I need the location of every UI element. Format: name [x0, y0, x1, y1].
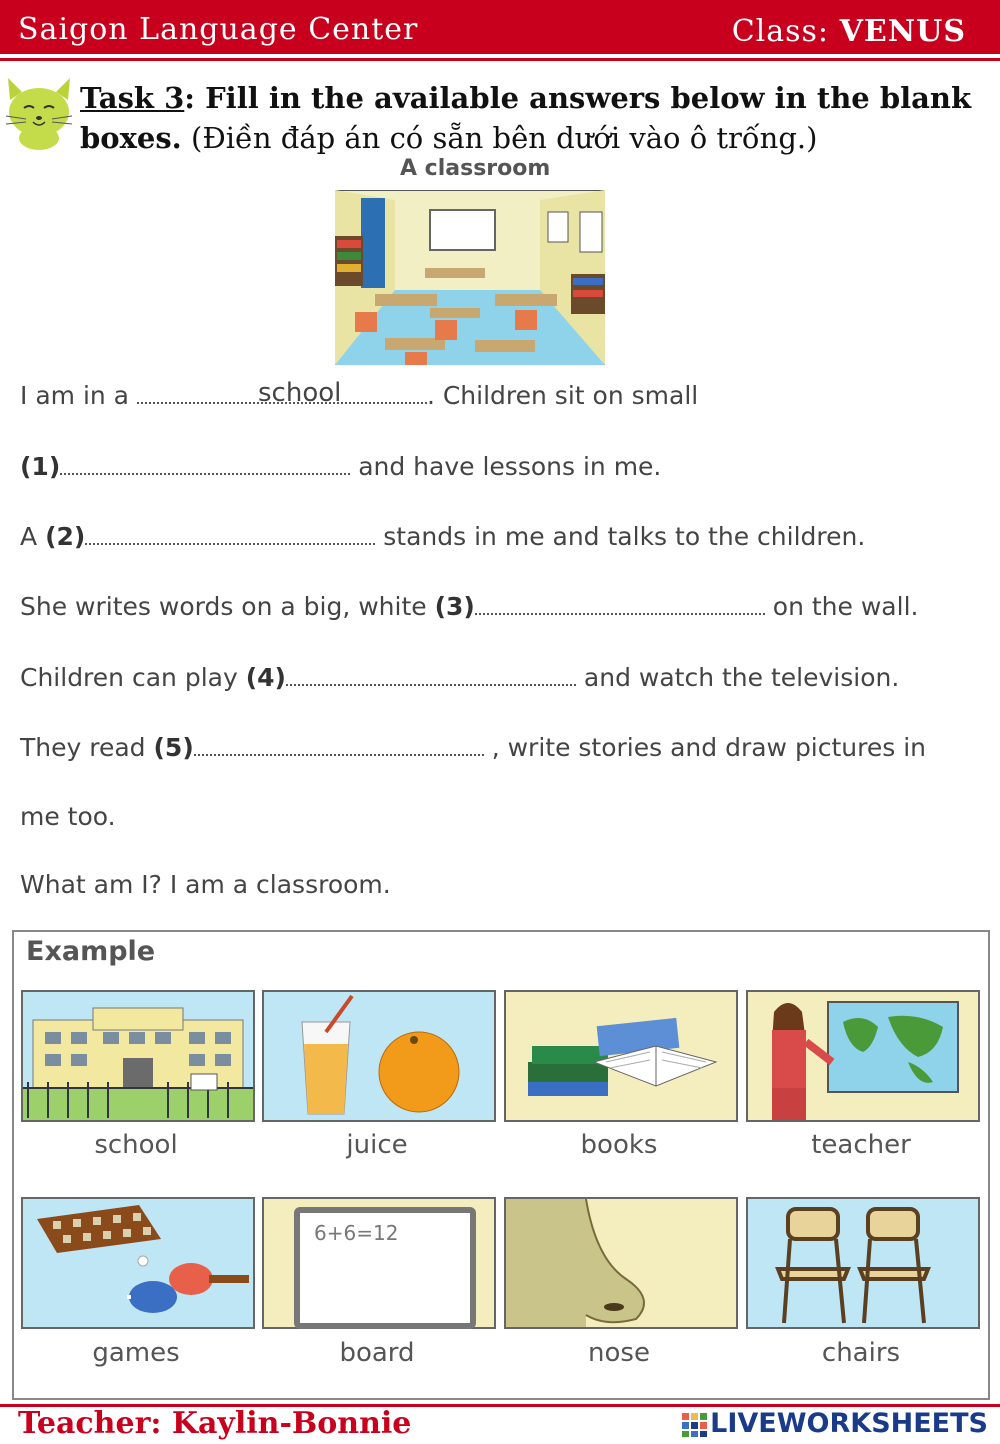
caption-board: board: [339, 1338, 415, 1368]
chairs-picture: [746, 1197, 980, 1329]
board-sum-text: 6+6=12: [314, 1221, 399, 1245]
blank-5[interactable]: [194, 736, 484, 756]
passage-line-1: (1) and have lessons in me.: [20, 452, 662, 481]
caption-juice: juice: [346, 1130, 408, 1160]
classroom-illustration: [335, 190, 605, 365]
juice-picture: [262, 990, 496, 1122]
nose-picture: [504, 1197, 738, 1329]
teacher-name: Teacher: Kaylin-Bonnie: [18, 1406, 412, 1441]
passage-line-4: Children can play (4) and watch the television.: [20, 663, 900, 692]
class-label: Class: VENUS: [731, 14, 966, 49]
header-bar: [0, 0, 1000, 54]
blank-1[interactable]: [60, 455, 350, 475]
task-label: Task 3: [80, 81, 185, 115]
liveworksheets-icon: [682, 1413, 708, 1437]
cat-mascot-icon: [2, 74, 76, 150]
passage-line-3: She writes words on a big, white (3) on the wall.: [20, 592, 919, 621]
caption-teacher: teacher: [811, 1130, 911, 1160]
passage-line-2: A (2) stands in me and talks to the children.: [20, 522, 866, 551]
liveworksheets-logo[interactable]: [682, 1408, 988, 1439]
caption-nose: nose: [588, 1338, 650, 1368]
blank-4[interactable]: [286, 666, 576, 686]
caption-books: books: [580, 1130, 658, 1160]
teacher-picture: [746, 990, 980, 1122]
picture-title: A classroom: [400, 156, 551, 181]
caption-school: school: [94, 1130, 178, 1160]
board-picture: [262, 1197, 496, 1329]
task-translation: (Điền đáp án có sẵn bên dưới vào ô trống.): [191, 121, 818, 155]
example-answer: school: [258, 378, 342, 408]
passage-line-5: They read (5) , write stories and draw pictures in: [20, 733, 927, 762]
books-picture: [504, 990, 738, 1122]
passage-line-0: I am in a . Children sit on small: [20, 381, 699, 410]
games-picture: [21, 1197, 255, 1329]
class-name: VENUS: [839, 14, 966, 49]
liveworksheets-text: LIVEWORKSHEETS: [710, 1408, 988, 1439]
blank-3[interactable]: [475, 595, 765, 615]
example-title: Example: [26, 936, 156, 967]
caption-chairs: chairs: [821, 1338, 901, 1368]
passage-line-6: me too.: [20, 802, 116, 831]
school-picture: [21, 990, 255, 1122]
passage-line-7: What am I? I am a classroom.: [20, 870, 391, 899]
blank-2[interactable]: [85, 525, 375, 545]
center-name: Saigon Language Center: [18, 12, 419, 47]
task-instructions: [80, 78, 995, 158]
header-divider: [0, 58, 1000, 61]
task-instruction: : Fill in the available answers below in the blank boxes.: [80, 81, 972, 155]
caption-games: games: [92, 1338, 180, 1368]
